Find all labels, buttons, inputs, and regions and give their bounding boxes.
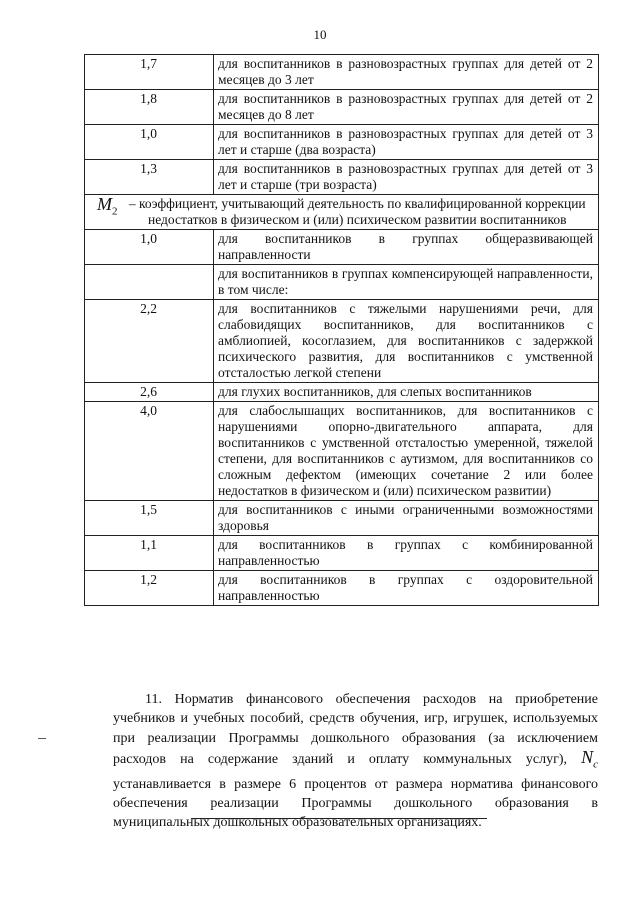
coefficient-description: для воспитанников с иными ограниченными возможностями здоровья [214,501,599,536]
coefficient-table [84,54,599,606]
coefficient-value [85,265,214,300]
closing-rule [191,818,487,819]
table-row [85,55,599,90]
coefficient-value: 1,8 [85,90,214,125]
paragraph-11 [113,690,598,833]
coefficient-description: для воспитанников в группах с оздоровительной направленностью [214,571,599,606]
table-row [85,402,599,501]
coefficient-description: для воспитанников в разновозрастных группах для детей от 3 лет и старше (три возраста) [214,160,599,195]
margin-mark [38,738,46,739]
table-row [85,501,599,536]
coefficient-value: 2,6 [85,383,214,402]
coefficient-description: для воспитанников в группах общеразвивающей направленности [214,230,599,265]
coefficient-value: 1,3 [85,160,214,195]
table-row [85,571,599,606]
coefficient-value: 4,0 [85,402,214,501]
table-row [85,300,599,383]
coefficient-description: для глухих воспитанников, для слепых воспитанников [214,383,599,402]
coefficient-description: для слабослышащих воспитанников, для воспитанников с нарушениями опорно-двигательного аппарата, для воспитанников с умственной отсталостью умеренной, тяжелой степени, для воспитанников с аутизмом, для воспитанников со сложным дефектом (имеющих сочетание 2 или более недостатков в физическом и (или) психическом развитии) [214,402,599,501]
coefficient-value: 2,2 [85,300,214,383]
coefficient-description: для воспитанников в разновозрастных группах для детей от 3 лет и старше (два возраста) [214,125,599,160]
m2-definition [85,195,599,230]
nc-symbol: $N_c$ [581,746,599,771]
paragraph-text-part1: 11. Норматив финансового обеспечения расходов на приобретение учебников и учебных пособий, средств обучения, игр, игрушек, используемых при реализации Программы дошкольного образования (за исключением расходов на содержание зданий и оплату коммунальных услуг), [113,692,598,767]
m2-header-row [85,195,599,230]
coefficient-value: 1,7 [85,55,214,90]
coefficient-description: для воспитанников в группах компенсирующей направленности, в том числе: [214,265,599,300]
m2-symbol: $M_2$ [97,194,118,218]
coefficient-value: 1,1 [85,536,214,571]
coefficient-description: для воспитанников с тяжелыми нарушениями речи, для слабовидящих воспитанников, для воспитанников с амблиопией, косоглазием, для воспитанников с задержкой психического развития, для воспитанников с умственной отсталостью легкой степени [214,300,599,383]
coefficient-description: для воспитанников в группах с комбинированной направленностью [214,536,599,571]
table-row [85,536,599,571]
coefficient-description: для воспитанников в разновозрастных группах для детей от 2 месяцев до 8 лет [214,90,599,125]
m2-description: – коэффициент, учитывающий деятельность по квалифицированной коррекции недостатков в физическом и (или) психическом развитии воспитанников [128,196,586,227]
coefficient-value: 1,5 [85,501,214,536]
table-row [85,125,599,160]
coefficient-value: 1,0 [85,125,214,160]
table-row [85,383,599,402]
paragraph-text-part2: устанавливается в размере 6 процентов от размера норматива финансового обеспечения реализации Программы дошкольного образования в муниципальных дошкольных образовательных организациях. [113,776,598,831]
coefficient-value: 1,0 [85,230,214,265]
table-row [85,90,599,125]
coefficient-value: 1,2 [85,571,214,606]
page-number: 10 [313,27,327,42]
coefficient-description: для воспитанников в разновозрастных группах для детей от 2 месяцев до 3 лет [214,55,599,90]
table-row [85,160,599,195]
table-row [85,230,599,265]
table-row [85,265,599,300]
